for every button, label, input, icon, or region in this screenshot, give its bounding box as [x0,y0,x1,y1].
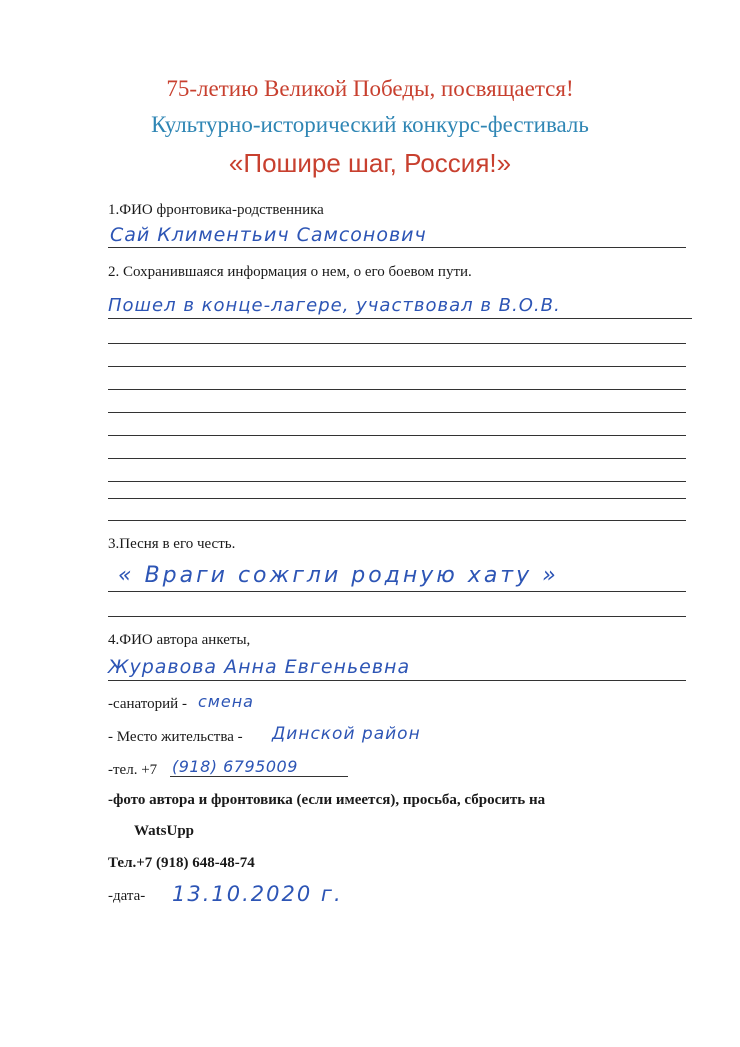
phone-label: -тел. +7 [108,762,158,778]
q3-line-1 [108,591,686,592]
q1-answer: Сай Климентьич Самсонович [110,224,427,246]
q2-line-1 [108,318,692,319]
q2-line-5 [108,412,686,413]
q3-answer: « Враги сожгли родную хату » [118,563,559,588]
q3-line-2 [108,616,686,617]
sanatorium-label: -санаторий - [108,696,187,712]
header-title-line1: 75-летию Великой Победы, посвящается! [166,76,574,101]
q2-line-10 [108,520,686,521]
q2-line-9 [108,498,686,499]
q4-answer: Журавова Анна Евгеньевна [108,656,411,678]
q2-line-4 [108,389,686,390]
photo-note-line2: WatsUpp [134,823,195,839]
photo-note-line1: -фото автора и фронтовика (если имеется), просьба, сбросить на [108,792,546,808]
residence-label: - Место жительства - [108,729,243,745]
header-title-line2: Культурно-исторический конкурс-фестиваль [151,112,589,137]
q4-label: 4.ФИО автора анкеты, [108,632,251,648]
q2-line-7 [108,458,686,459]
residence-value: Динской район [272,724,421,744]
q2-label: 2. Сохранившаяся информация о нем, о его боевом пути. [108,264,472,280]
q4-answer-line [108,680,686,681]
date-value: 13.10.2020 г. [172,882,343,906]
header-title-line3: «Пошире шаг, Россия!» [228,148,512,178]
sanatorium-value: смена [198,692,254,711]
q2-line-3 [108,366,686,367]
contact-phone: Тел.+7 (918) 648-48-74 [108,855,255,871]
q1-label: 1.ФИО фронтовика-родственника [108,202,324,218]
phone-line [170,776,348,777]
q2-answer: Пошел в конце-лагере, участвовал в В.О.В. [108,295,561,316]
q2-line-6 [108,435,686,436]
q1-answer-line [108,247,686,248]
q3-label: 3.Песня в его честь. [108,536,236,552]
phone-value: (918) 6795009 [172,757,298,776]
q2-line-8 [108,481,686,482]
q2-line-2 [108,343,686,344]
date-label: -дата- [108,888,146,904]
